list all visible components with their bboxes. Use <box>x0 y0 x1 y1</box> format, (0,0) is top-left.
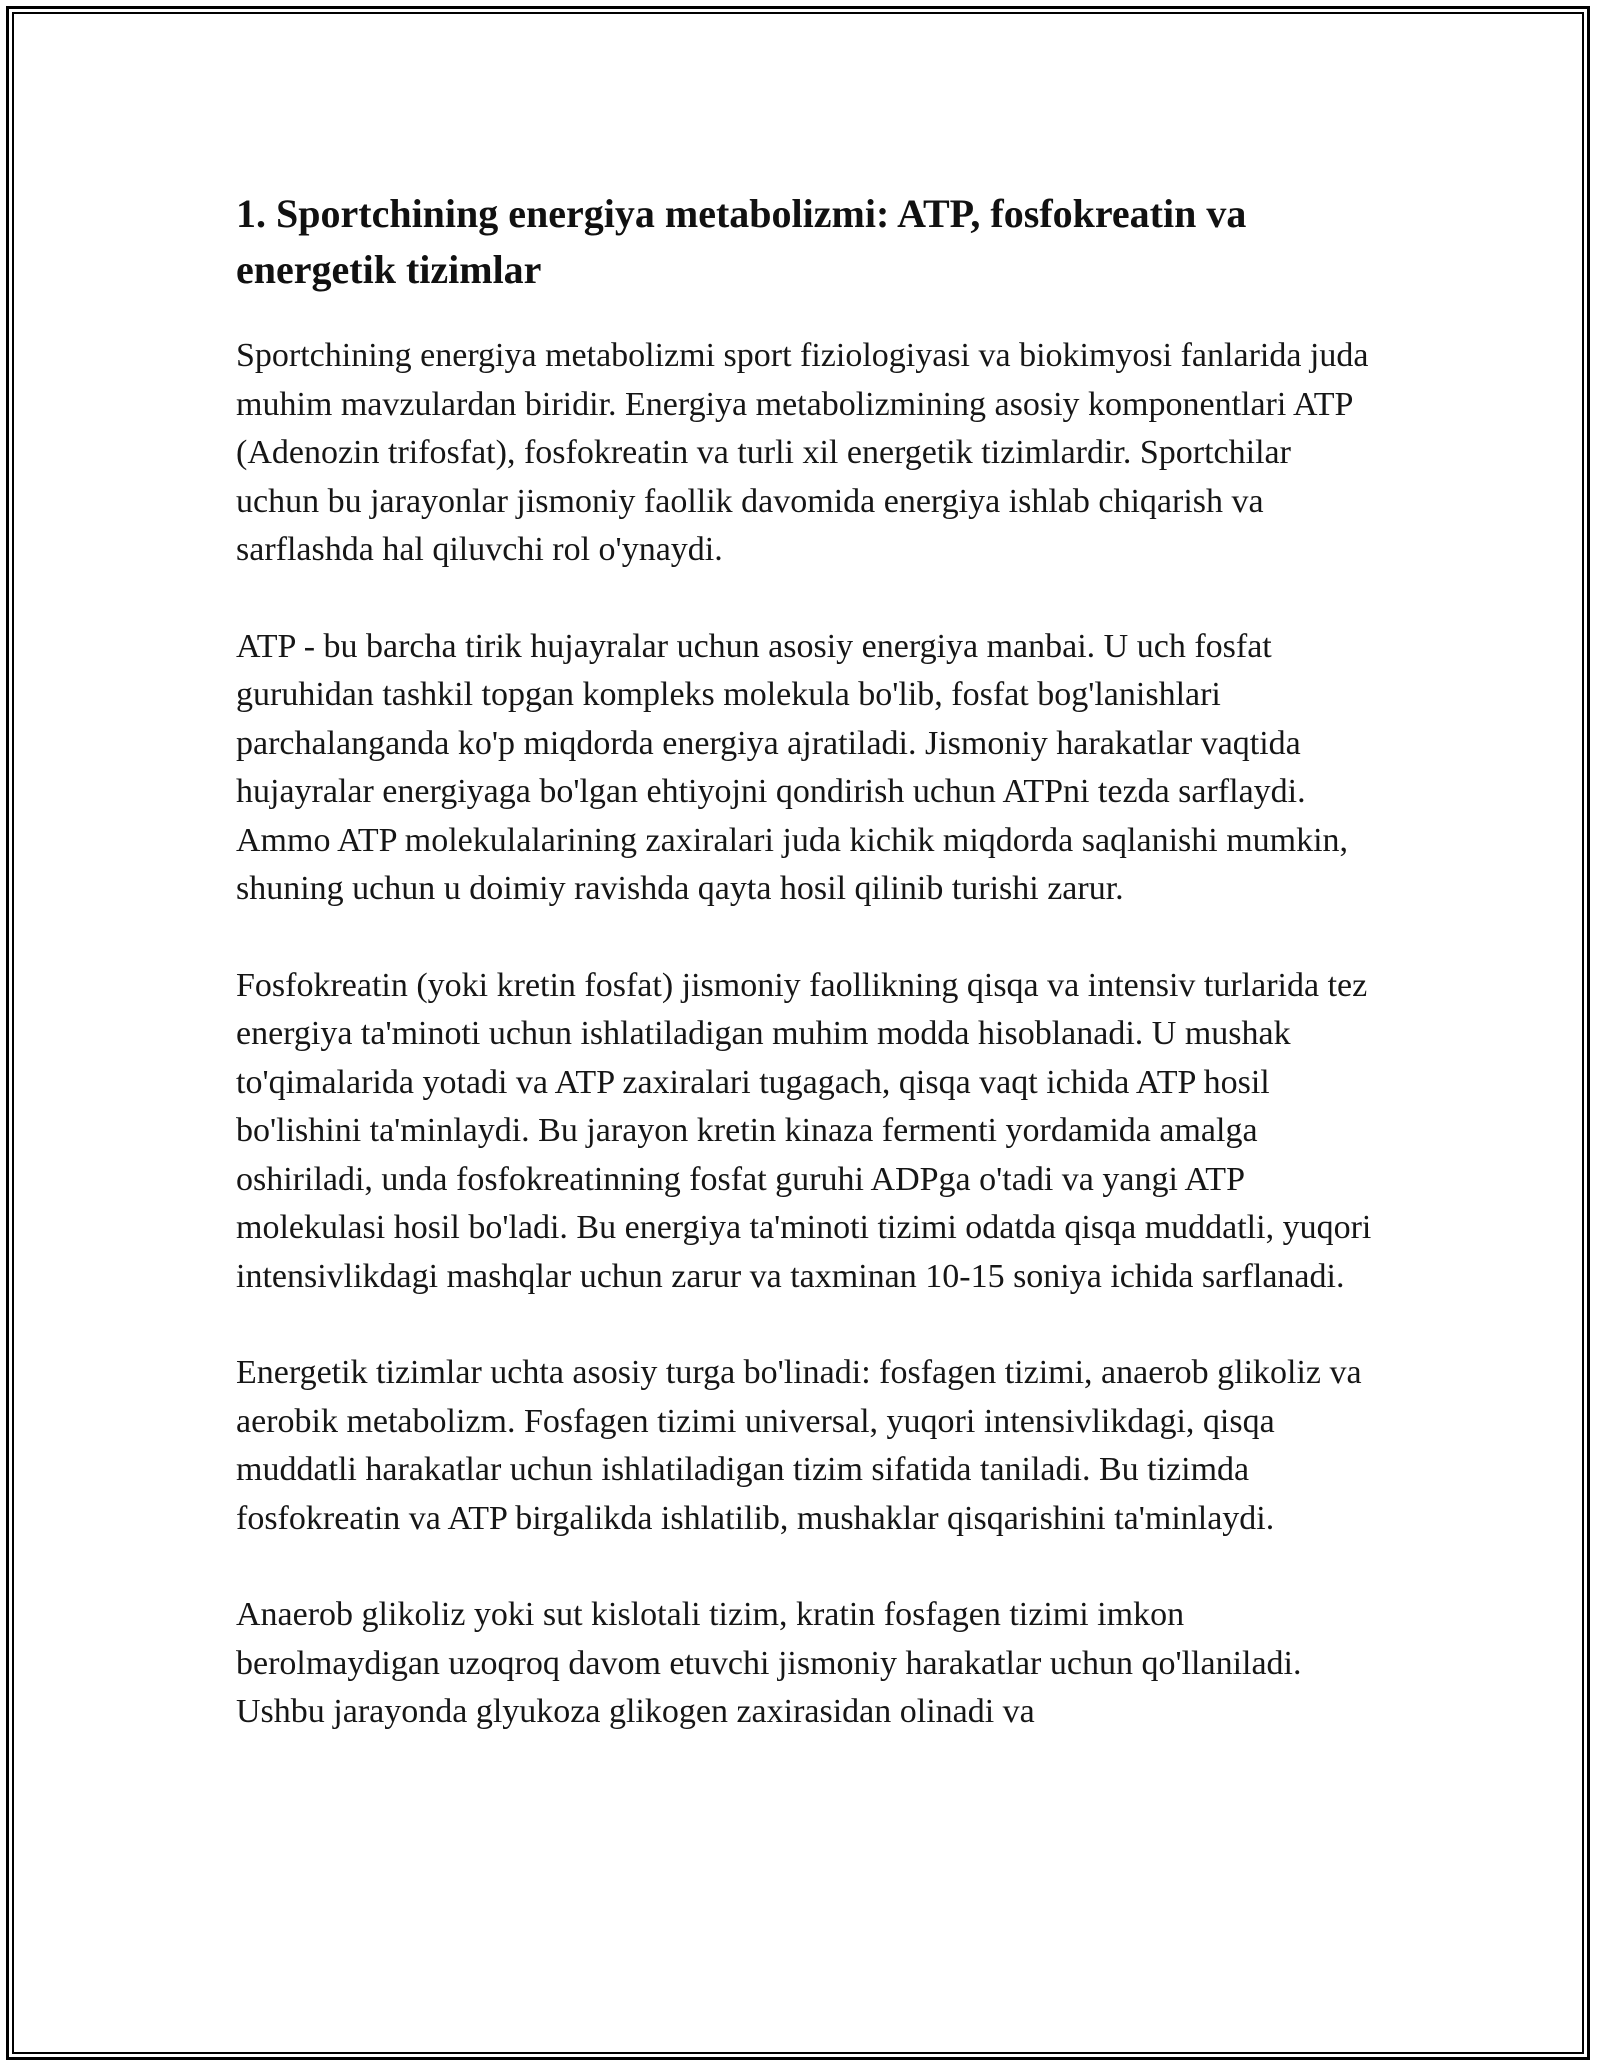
paragraph-1: Sportchining energiya metabolizmi sport fiziologiyasi va biokimyosi fanlarida juda muhim mavzulardan biridir. Energiya metabolizmining asosiy komponentlari ATP (Adenozin trifosfat), fosfokreatin va turli xil energetik tizimlardir. Sportchilar uchun bu jarayonlar jismoniy faollik davomida energiya ishlab chiqarish va sarflashda hal qiluvchi rol o'ynaydi. <box>236 337 1369 568</box>
paragraph-3: Fosfokreatin (yoki kretin fosfat) jismoniy faollikning qisqa va intensiv turlarida tez energiya ta'minoti uchun ishlatiladigan muhim modda hisoblanadi. U mushak to'qimalarida yotadi va ATP zaxiralari tugagach, qisqa vaqt ichida ATP hosil bo'lishini ta'minlaydi. Bu jarayon kretin kinaza fermenti yordamida amalga oshiriladi, unda fosfokreatinning fosfat guruhi ADPga o'tadi va yangi ATP molekulasi hosil bo'ladi. Bu energiya ta'minoti tizimi odatda qisqa muddatli, yuqori intensivlikdagi mashqlar uchun zarur va taxminan 10-15 soniya ichida sarflanadi. <box>236 966 1372 1295</box>
page-title: 1. Sportchining energiya metabolizmi: ATP, fosfokreatin va energetik tizimlar <box>236 191 1247 292</box>
document-body <box>236 186 1376 1785</box>
paragraph-4: Energetik tizimlar uchta asosiy turga bo'linadi: fosfagen tizimi, anaerob glikoliz va aerobik metabolizm. Fosfagen tizimi universal, yuqori intensivlikdagi, qisqa muddatli harakatlar uchun ishlatiladigan tizim sifatida taniladi. Bu tizimda fosfokreatin va ATP birgalikda ishlatilib, mushaklar qisqarishini ta'minlaydi. <box>236 1354 1362 1537</box>
paragraph-5: Anaerob glikoliz yoki sut kislotali tizim, kratin fosfagen tizimi imkon berolmaydigan uzoqroq davom etuvchi jismoniy harakatlar uchun qo'llaniladi. Ushbu jarayonda glyukoza glikogen zaxirasidan olinadi va <box>236 1596 1302 1730</box>
paragraph-2: ATP - bu barcha tirik hujayralar uchun asosiy energiya manbai. U uch fosfat guruhidan tashkil topgan kompleks molekula bo'lib, fosfat bog'lanishlari parchalanganda ko'p miqdorda energiya ajratiladi. Jismoniy harakatlar vaqtida hujayralar energiyaga bo'lgan ehtiyojni qondirish uchun ATPni tezda sarflaydi. Ammo ATP molekulalarining zaxiralari juda kichik miqdorda saqlanishi mumkin, shuning uchun u doimiy ravishda qayta hosil qilinib turishi zarur. <box>236 627 1349 907</box>
